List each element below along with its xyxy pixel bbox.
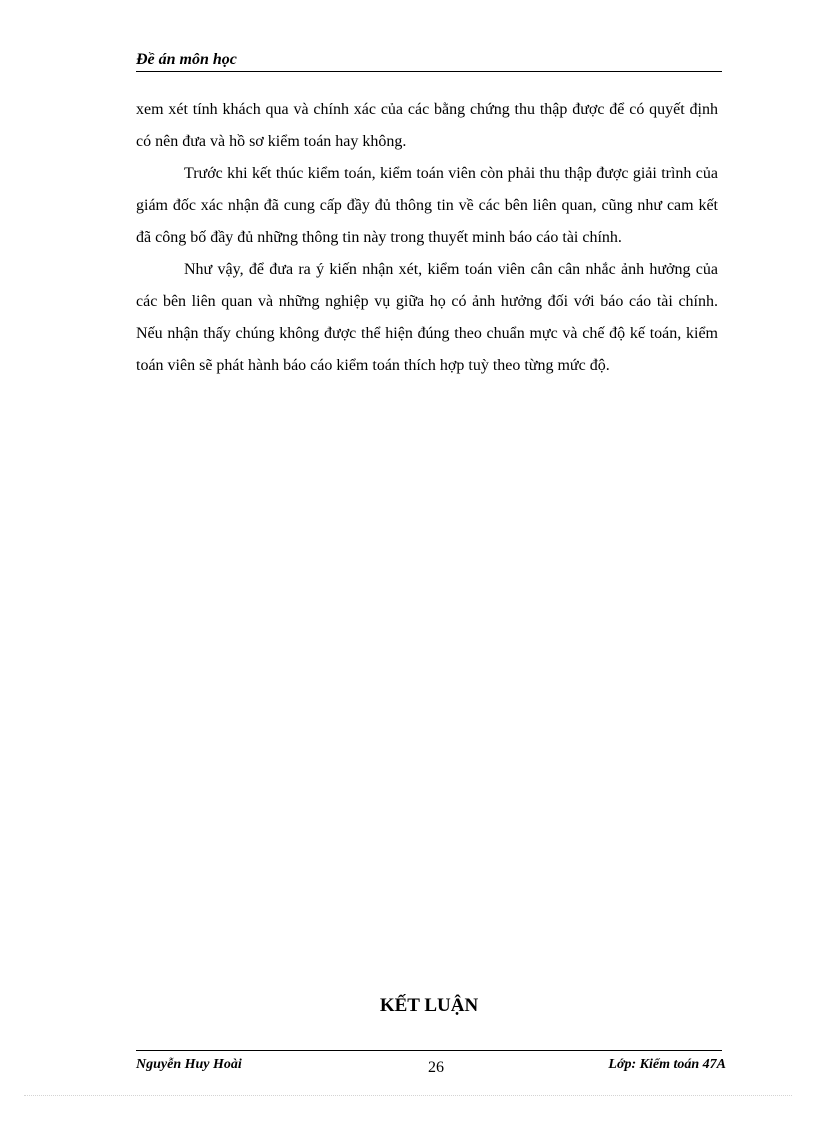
body-text xyxy=(136,94,718,382)
page-edge-divider xyxy=(24,1095,792,1096)
body-paragraph-1: xem xét tính khách qua và chính xác của các bằng chứng thu thập được để có quyết định có nên đưa và hồ sơ kiểm toán hay không. xyxy=(136,101,718,150)
section-heading: KẾT LUẬN xyxy=(379,995,479,1016)
body-paragraph-3: Như vậy, để đưa ra ý kiến nhận xét, kiểm toán viên cân cân nhắc ảnh hưởng của các bên liên quan và những nghiệp vụ giữa họ có ảnh hưởng đối với báo cáo tài chính. Nếu nhận thấy chúng không được thể hiện đúng theo chuẩn mực và chế độ kế toán, kiểm toán viên sẽ phát hành báo cáo kiểm toán thích hợp tuỳ theo từng mức độ. xyxy=(136,261,718,374)
page-number: 26 xyxy=(428,1059,444,1076)
footer-author: Nguyễn Huy Hoài xyxy=(136,1057,242,1072)
footer-divider xyxy=(136,1050,722,1051)
footer-class-label: Lớp: Kiểm toán 47A xyxy=(608,1057,726,1072)
body-paragraph-2: Trước khi kết thúc kiểm toán, kiểm toán viên còn phải thu thập được giải trình của giám đốc xác nhận đã cung cấp đầy đủ thông tin về các bên liên quan, cũng như cam kết đã công bố đầy đủ những thông tin này trong thuyết minh báo cáo tài chính. xyxy=(136,165,718,246)
header-title: Đề án môn học xyxy=(136,51,237,68)
header-divider xyxy=(136,71,722,72)
